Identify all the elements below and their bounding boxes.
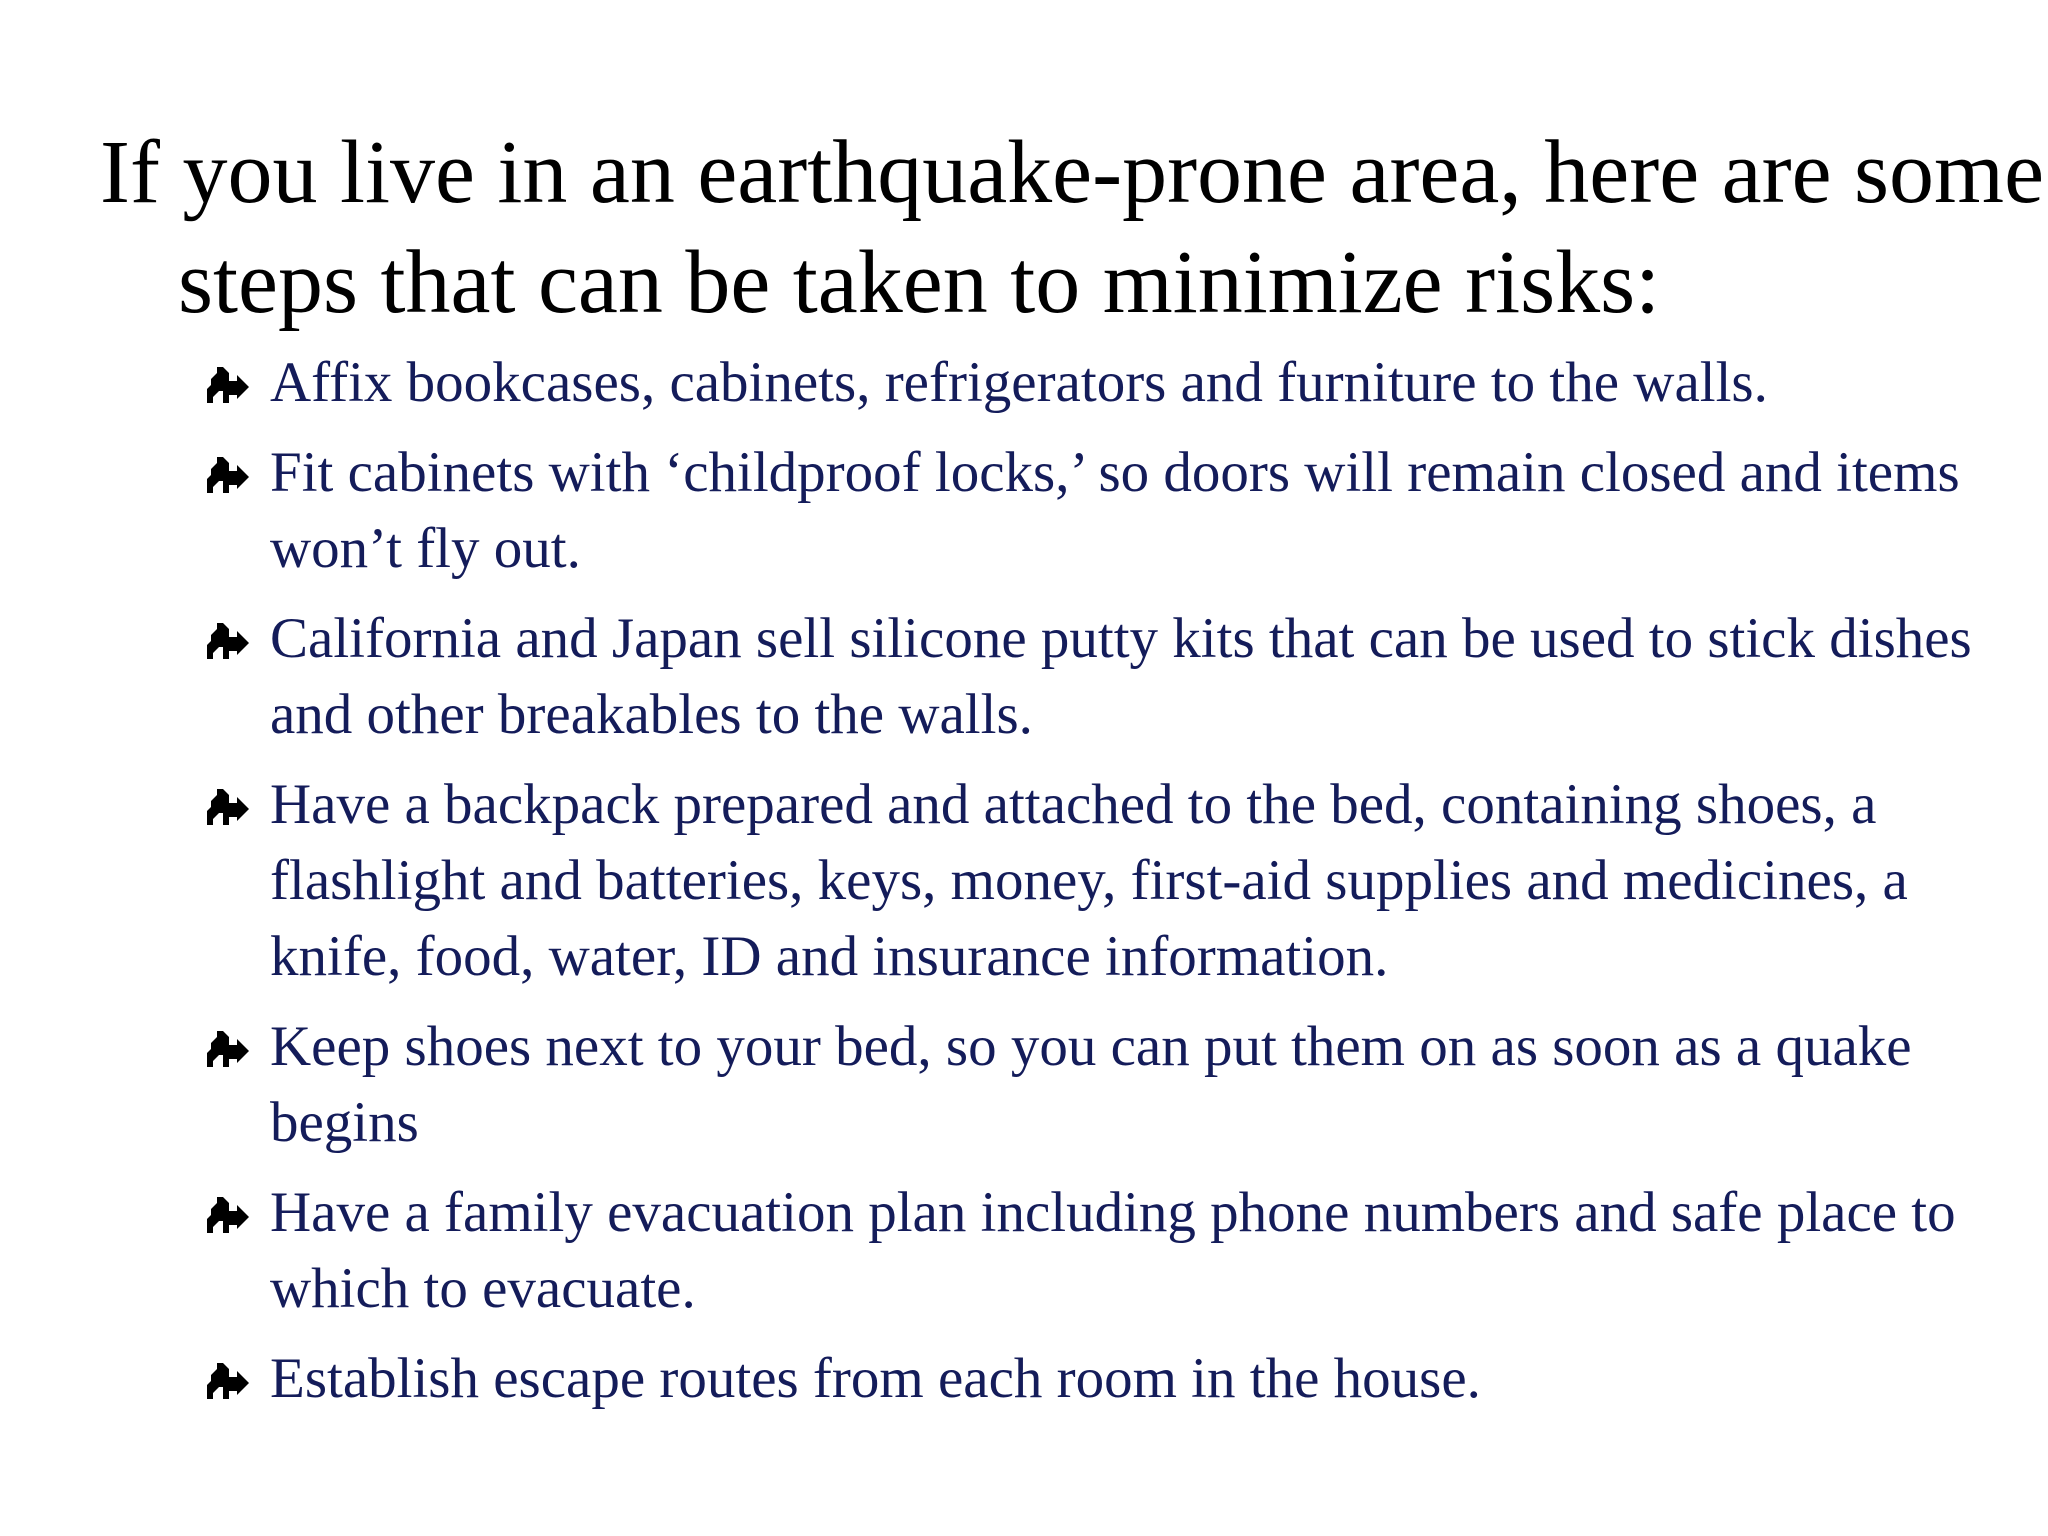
pixel-arrow-icon (205, 1029, 261, 1069)
pixel-arrow-icon (205, 1195, 261, 1235)
bullet-item (205, 435, 2005, 587)
bullet-item (205, 601, 2005, 753)
bullet-text: Keep shoes next to your bed, so you can put them on as soon as a quake begins (270, 1015, 1912, 1154)
bullet-text: Have a backpack prepared and attached to the bed, containing shoes, a flashlight and batteries, keys, money, first-aid supplies and medicines, a knife, food, water, ID and insurance information. (270, 773, 1908, 988)
slide-heading: If you live in an earthquake-prone area, here are some steps that can be taken to minimize risks: (100, 123, 2045, 332)
bullet-text: Have a family evacuation plan including phone numbers and safe place to which to evacuate. (270, 1181, 1956, 1320)
bullet-text: California and Japan sell silicone putty kits that can be used to stick dishes and other breakables to the walls. (270, 607, 1972, 746)
bullet-text: Establish escape routes from each room in the house. (270, 1347, 1481, 1410)
pixel-arrow-icon (205, 365, 261, 405)
bullet-text: Fit cabinets with ‘childproof locks,’ so doors will remain closed and items won’t fly out. (270, 441, 1960, 580)
bullet-text: Affix bookcases, cabinets, refrigerators and furniture to the walls. (270, 351, 1768, 414)
pixel-arrow-icon (205, 621, 261, 661)
bullet-item (205, 1341, 2005, 1417)
pixel-arrow-icon (205, 787, 261, 827)
bullet-item (205, 1009, 2005, 1161)
pixel-arrow-icon (205, 1361, 261, 1401)
pixel-arrow-icon (205, 455, 261, 495)
bullet-item (205, 1175, 2005, 1327)
bullet-list (205, 345, 2005, 1431)
bullet-item (205, 345, 2005, 421)
bullet-item (205, 767, 2005, 995)
